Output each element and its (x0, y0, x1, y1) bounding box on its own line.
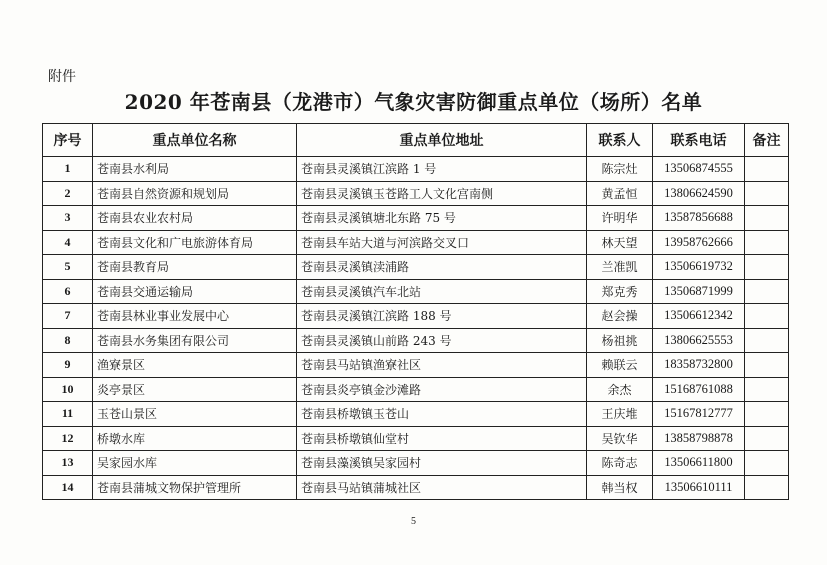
row-number: 5 (43, 255, 93, 280)
table-row (43, 279, 789, 304)
header-no: 序号 (43, 124, 93, 157)
unit-name: 桥墩水库 (93, 426, 297, 451)
remark-cell (745, 451, 789, 476)
unit-address: 苍南县车站大道与河滨路交叉口 (297, 230, 587, 255)
contact-phone: 15167812777 (653, 402, 745, 427)
contact-phone: 13506619732 (653, 255, 745, 280)
unit-name: 渔寮景区 (93, 353, 297, 378)
contact-phone: 15168761088 (653, 377, 745, 402)
unit-address: 苍南县马站镇渔寮社区 (297, 353, 587, 378)
row-number: 1 (43, 157, 93, 182)
header-phone: 联系电话 (653, 124, 745, 157)
remark-cell (745, 426, 789, 451)
attachment-label: 附件 (48, 69, 76, 85)
header-contact: 联系人 (587, 124, 653, 157)
table-row (43, 304, 789, 329)
row-number: 14 (43, 475, 93, 500)
table-row (43, 206, 789, 231)
unit-name: 苍南县水利局 (93, 157, 297, 182)
table-row (43, 377, 789, 402)
row-number: 4 (43, 230, 93, 255)
contact-phone: 13506611800 (653, 451, 745, 476)
unit-address: 苍南县灵溪镇玉苍路工人文化宫南侧 (297, 181, 587, 206)
contact-person: 赖联云 (587, 353, 653, 378)
unit-name: 苍南县教育局 (93, 255, 297, 280)
remark-cell (745, 377, 789, 402)
unit-name: 苍南县自然资源和规划局 (93, 181, 297, 206)
unit-address: 苍南县灵溪镇渎浦路 (297, 255, 587, 280)
unit-name: 苍南县林业事业发展中心 (93, 304, 297, 329)
table-row (43, 475, 789, 500)
contact-person: 陈奇志 (587, 451, 653, 476)
unit-address: 苍南县藻溪镇吴家园村 (297, 451, 587, 476)
contact-phone: 13958762666 (653, 230, 745, 255)
row-number: 2 (43, 181, 93, 206)
unit-name: 玉苍山景区 (93, 402, 297, 427)
contact-person: 许明华 (587, 206, 653, 231)
contact-person: 韩当权 (587, 475, 653, 500)
contact-phone: 13506612342 (653, 304, 745, 329)
contact-phone: 13858798878 (653, 426, 745, 451)
table-row (43, 353, 789, 378)
unit-address: 苍南县桥墩镇仙堂村 (297, 426, 587, 451)
remark-cell (745, 206, 789, 231)
contact-person: 杨祖挑 (587, 328, 653, 353)
header-name: 重点单位名称 (93, 124, 297, 157)
remark-cell (745, 353, 789, 378)
remark-cell (745, 475, 789, 500)
row-number: 3 (43, 206, 93, 231)
row-number: 8 (43, 328, 93, 353)
header-address: 重点单位地址 (297, 124, 587, 157)
remark-cell (745, 255, 789, 280)
unit-name: 苍南县文化和广电旅游体育局 (93, 230, 297, 255)
contact-person: 黄孟恒 (587, 181, 653, 206)
unit-name: 炎亭景区 (93, 377, 297, 402)
unit-name: 苍南县蒲城文物保护管理所 (93, 475, 297, 500)
remark-cell (745, 304, 789, 329)
remark-cell (745, 181, 789, 206)
contact-person: 余杰 (587, 377, 653, 402)
remark-cell (745, 328, 789, 353)
row-number: 11 (43, 402, 93, 427)
contact-phone: 13506874555 (653, 157, 745, 182)
contact-person: 吴钦华 (587, 426, 653, 451)
row-number: 13 (43, 451, 93, 476)
unit-name: 苍南县农业农村局 (93, 206, 297, 231)
table-row (43, 255, 789, 280)
contact-phone: 18358732800 (653, 353, 745, 378)
unit-address: 苍南县灵溪镇江滨路 188 号 (297, 304, 587, 329)
table-row (43, 426, 789, 451)
contact-phone: 13506871999 (653, 279, 745, 304)
unit-address: 苍南县马站镇蒲城社区 (297, 475, 587, 500)
remark-cell (745, 279, 789, 304)
contact-phone: 13806624590 (653, 181, 745, 206)
row-number: 7 (43, 304, 93, 329)
unit-name: 苍南县交通运输局 (93, 279, 297, 304)
table-row (43, 451, 789, 476)
unit-name: 吴家园水库 (93, 451, 297, 476)
contact-person: 陈宗灶 (587, 157, 653, 182)
remark-cell (745, 402, 789, 427)
contact-person: 兰准凯 (587, 255, 653, 280)
row-number: 12 (43, 426, 93, 451)
unit-address: 苍南县桥墩镇玉苍山 (297, 402, 587, 427)
contact-phone: 13806625553 (653, 328, 745, 353)
row-number: 10 (43, 377, 93, 402)
header-remark: 备注 (745, 124, 789, 157)
contact-person: 郑克秀 (587, 279, 653, 304)
row-number: 6 (43, 279, 93, 304)
table-row (43, 402, 789, 427)
unit-name: 苍南县水务集团有限公司 (93, 328, 297, 353)
table-header-row (43, 124, 789, 157)
unit-address: 苍南县灵溪镇山前路 243 号 (297, 328, 587, 353)
table-row (43, 181, 789, 206)
contact-person: 林天望 (587, 230, 653, 255)
unit-list-table (42, 123, 789, 500)
unit-address: 苍南县灵溪镇塘北东路 75 号 (297, 206, 587, 231)
remark-cell (745, 157, 789, 182)
contact-phone: 13506610111 (653, 475, 745, 500)
row-number: 9 (43, 353, 93, 378)
document-title: 2020 年苍南县（龙港市）气象灾害防御重点单位（场所）名单 (124, 90, 703, 114)
unit-address: 苍南县灵溪镇江滨路 1 号 (297, 157, 587, 182)
table-row (43, 230, 789, 255)
unit-address: 苍南县炎亭镇金沙滩路 (297, 377, 587, 402)
unit-address: 苍南县灵溪镇汽车北站 (297, 279, 587, 304)
table-row (43, 157, 789, 182)
contact-phone: 13587856688 (653, 206, 745, 231)
contact-person: 王庆堆 (587, 402, 653, 427)
remark-cell (745, 230, 789, 255)
contact-person: 赵会操 (587, 304, 653, 329)
page-number: 5 (411, 516, 416, 527)
table-row (43, 328, 789, 353)
